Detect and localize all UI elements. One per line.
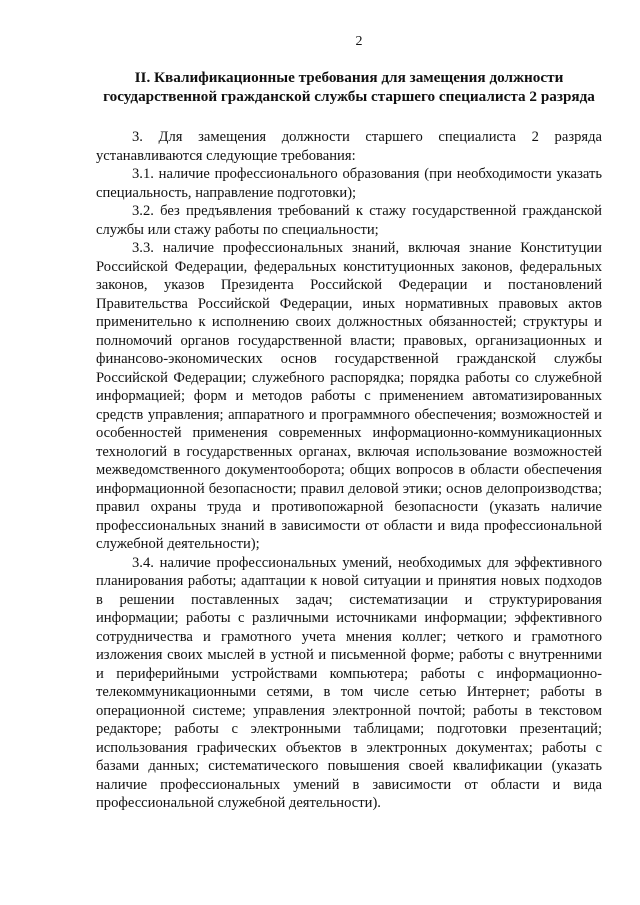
paragraph-3-4: 3.4. наличие профессиональных умений, необходимых для эффективного планирования работы; адаптации к новой ситуации и принятия новых подходов в решении поставленных задач; систематизации и структурирования информации; работы с различными источниками информации; эффективного сотрудничества и грамотного учета мнения коллег; четкого и грамотного изложения своих мыслей в устной и письменной форме; работы с внутренними и периферийными устройствами компьютера; работы с информационно-телекоммуникационными сетями, в том числе сетью Интернет; работы в операционной системе; управления электронной почтой; работы в текстовом редакторе; работы с электронными таблицами; подготовки презентаций; использования графических объектов в электронных документах; работы с базами данных; систематического повышения своей квалификации (указать наличие профессиональных умений в зависимости от области и вида профессиональной служебной деятельности). (96, 554, 602, 811)
paragraph-3-1: 3.1. наличие профессионального образования (при необходимости указать специальность, направление подготовки); (96, 166, 602, 201)
paragraph-3: 3. Для замещения должности старшего специалиста 2 разряда устанавливаются следующие требования: (96, 129, 602, 164)
paragraph-3-3: 3.3. наличие профессиональных знаний, включая знание Конституции Российской Федерации, федеральных конституционных законов, федеральных законов, указов Президента Российской Федерации и постановлений Правительства Российской Федерации, иных нормативных правовых актов применительно к исполнению своих должностных обязанностей; структуры и полномочий органов государственной власти; правовых, организационных и финансово-экономических основ государственной гражданской службы Российской Федерации; служебного распорядка; порядка работы со служебной информацией; форм и методов работы с применением автоматизированных средств управления; аппаратного и программного обеспечения; возможностей и особенностей применения современных информационно-коммуникационных технологий в государственных органах, включая использование возможностей межведомственного документооборота; общих вопросов в области обеспечения информационной безопасности; правил деловой этики; основ делопроизводства; правил охраны труда и противопожарной безопасности (указать наличие профессиональных знаний в зависимости от области и вида профессиональной служебной деятельности); (96, 240, 602, 552)
section-title: II. Квалификационные требования для замещения должности государственной гражданской службы старшего специалиста 2 разряда (103, 69, 595, 105)
paragraph-3-2: 3.2. без предъявления требований к стажу государственной гражданской службы или стажу работы по специальности; (96, 203, 602, 238)
page-number: 2 (355, 34, 363, 49)
